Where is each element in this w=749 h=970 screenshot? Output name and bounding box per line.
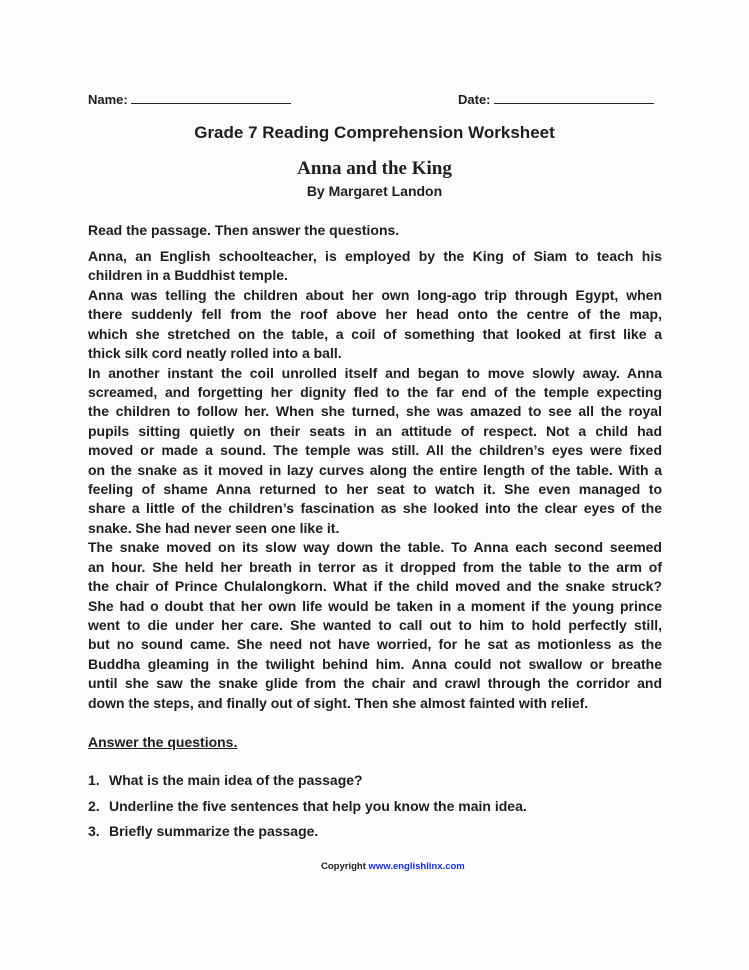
passage-line: thick silk cord neatly rolled into a ball. <box>88 345 342 362</box>
passage-line: pupils sitting quietly on their seats in an attitude of respect. Not a child had <box>88 422 662 439</box>
question-text: Underline the five sentences that help you know the main idea. <box>109 798 527 814</box>
passage-line: feeling of shame Anna returned to her seat to watch it. She even managed to <box>88 481 662 498</box>
website-link[interactable]: www.englishlinx.com <box>368 861 465 872</box>
paragraph <box>88 538 662 713</box>
passage-line: She had o doubt that her own life would be taken in a moment if the young prince <box>88 597 662 614</box>
name-label: Name: <box>88 92 128 107</box>
question-number: 2. <box>88 798 100 814</box>
question-text: What is the main idea of the passage? <box>109 772 363 788</box>
passage-line: down the steps, and finally out of sight. Then she almost fainted with relief. <box>88 694 589 711</box>
paragraph <box>88 247 662 286</box>
instruction: Read the passage. Then answer the questions. <box>88 222 400 238</box>
passage-line: moved or made a sound. The temple was still. All the children’s eyes were fixed <box>88 442 662 459</box>
question-2 <box>88 798 527 814</box>
passage-line: which she stretched on the table, a coil of something that looked at first like a <box>88 325 662 342</box>
questions-heading: Answer the questions. <box>88 734 238 750</box>
passage-line: on the snake as it moved in lazy curves along the entire length of the table. With a <box>88 461 662 478</box>
question-number: 3. <box>88 823 100 839</box>
paragraph <box>88 364 662 539</box>
question-text: Briefly summarize the passage. <box>109 823 319 839</box>
date-blank[interactable] <box>494 91 654 104</box>
passage-line: Buddha gleaming in the twilight behind him. Anna could not swallow or breathe <box>88 655 662 672</box>
passage-line: The snake moved on its slow way down the table. To Anna each second seemed <box>88 539 662 556</box>
passage-line: Anna, an English schoolteacher, is employed by the King of Siam to teach his <box>88 248 662 264</box>
author: By Margaret Landon <box>306 183 443 199</box>
question-number: 1. <box>88 772 100 788</box>
passage <box>88 247 662 713</box>
passage-line: Anna was telling the children about her own long-ago trip through Egypt, when <box>88 286 662 303</box>
name-field[interactable] <box>88 91 291 107</box>
footer <box>321 861 465 872</box>
passage-line: but no sound came. She need not have worried, for he sat as motionless as the <box>88 636 662 653</box>
passage-line: screamed, and forgetting her dignity fled to the far end of the temple expecting <box>88 383 662 400</box>
passage-line: there suddenly fell from the roof above her head onto the centre of the map, <box>88 306 662 323</box>
passage-line: an hour. She held her breath in terror as it dropped from the table to the arm of <box>88 558 662 575</box>
passage-line: children in a Buddhist temple. <box>88 267 288 284</box>
story-title: Anna and the King <box>297 158 452 179</box>
passage-line: share a little of the children’s fascination as she looked into the clear eyes of the <box>88 500 662 517</box>
copyright-text: Copyright <box>321 861 366 872</box>
passage-line: snake. She had never seen one like it. <box>88 519 340 536</box>
passage-line: until she saw the snake glide from the chair and crawl through the corridor and <box>88 675 662 692</box>
question-3 <box>88 823 318 839</box>
date-label: Date: <box>458 92 491 107</box>
date-field[interactable] <box>458 91 654 107</box>
paragraph <box>88 286 662 364</box>
passage-line: went to die under her care. She wanted to call out to him to hold perfectly still, <box>88 617 662 634</box>
name-blank[interactable] <box>131 91 291 104</box>
passage-line: In another instant the coil unrolled itself and began to move slowly away. Anna <box>88 364 662 381</box>
worksheet-title: Grade 7 Reading Comprehension Worksheet <box>194 123 555 142</box>
passage-line: the children to follow her. When she turned, she was amazed to see all the royal <box>88 403 662 420</box>
passage-line: the chair of Prince Chulalongkorn. What if the child moved and the snake struck? <box>88 578 662 595</box>
question-1 <box>88 772 363 788</box>
